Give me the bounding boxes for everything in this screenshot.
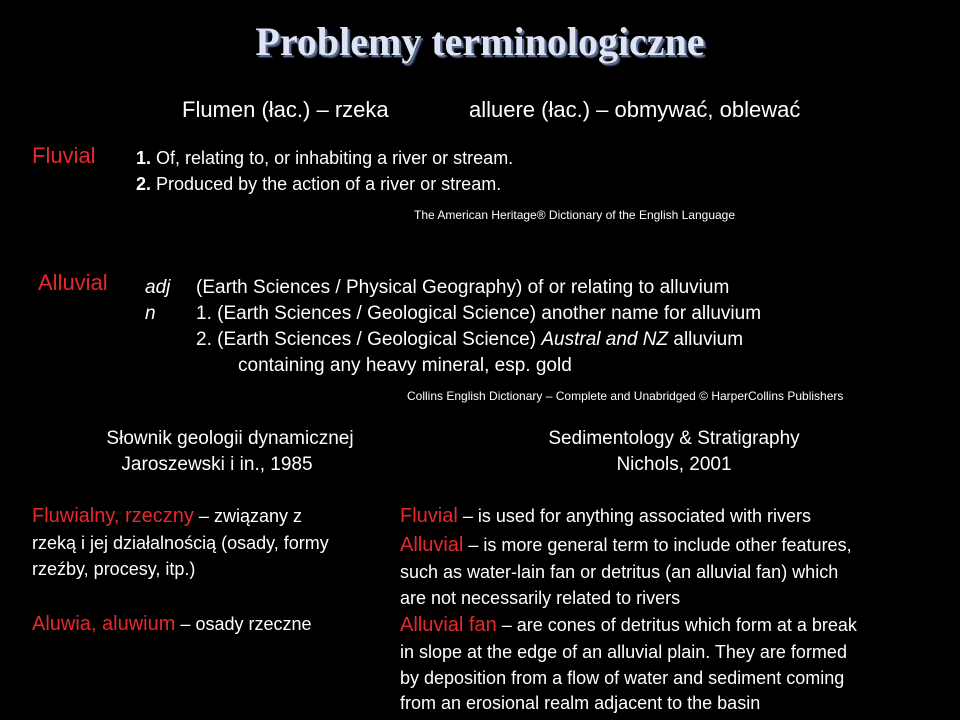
- alluvial-n-def-2-post: alluvium: [673, 329, 744, 350]
- nichols-fan-line: [400, 614, 857, 637]
- fluwialny-def-a: związany z: [213, 506, 302, 526]
- nichols-fluvial-term: Fluvial: [400, 505, 458, 527]
- fluwialny-def-b: rzeką i jej działalnością (osady, formy: [32, 533, 329, 553]
- fluwialny-term: Fluwialny, rzeczny: [32, 505, 194, 527]
- nichols-fan-def-b: in slope at the edge of an alluvial plain. They are formed: [400, 642, 847, 662]
- alluvial-n-def-2-cont: containing any heavy mineral, esp. gold: [238, 355, 572, 376]
- fluwialny-line-1: [32, 505, 302, 528]
- etymology-alluere: alluere (łac.) – obmywać, oblewać: [469, 97, 801, 122]
- fluvial-source: The American Heritage® Dictionary of the English Language: [414, 208, 736, 222]
- nichols-alluvial-term: Alluvial: [400, 534, 464, 556]
- fluvial-def-2-num: 2.: [136, 174, 152, 194]
- nichols-fan-def-a: – are cones of detritus which form at a break: [501, 615, 857, 635]
- alluvial-n-def-2-pre: (Earth Sciences / Geological Science): [217, 329, 537, 350]
- fluvial-term: Fluvial: [32, 143, 96, 168]
- alluvial-adj-def: (Earth Sciences / Physical Geography) of or relating to alluvium: [196, 277, 730, 298]
- nichols-fan-def-c: by deposition from a flow of water and sediment coming: [400, 668, 845, 688]
- fluwialny-def-c: rzeźby, procesy, itp.): [32, 559, 196, 579]
- alluvial-n-label: n: [145, 303, 156, 324]
- aluwia-term: Aluwia, aluwium: [32, 613, 176, 635]
- alluvial-term: Alluvial: [38, 270, 108, 295]
- nichols-alluvial-def-a: – is more general term to include other features,: [468, 535, 852, 555]
- left-ref-line-1: Słownik geologii dynamicznej: [106, 428, 354, 449]
- aluwia-line: [32, 613, 312, 636]
- fluvial-def-1-text: Of, relating to, or inhabiting a river or stream.: [156, 148, 514, 168]
- alluvial-n-def-1: [196, 303, 761, 325]
- alluvial-n-def-2-italic: Austral and NZ: [541, 329, 669, 350]
- alluvial-source: Collins English Dictionary – Complete and Unabridged © HarperCollins Publishers: [407, 389, 844, 403]
- left-ref-line-2: Jaroszewski i in., 1985: [121, 454, 313, 475]
- nichols-alluvial-line: [400, 534, 852, 557]
- alluvial-n-def-1-num: 1.: [196, 303, 212, 324]
- nichols-fluvial-def: – is used for anything associated with rivers: [462, 506, 811, 526]
- nichols-alluvial-def-b: such as water-lain fan or detritus (an alluvial fan) which: [400, 562, 839, 582]
- fluvial-def-1: [136, 148, 513, 169]
- aluwia-def: osady rzeczne: [195, 614, 312, 634]
- aluwia-dash: –: [180, 614, 191, 634]
- nichols-fan-def-d: from an erosional realm adjacent to the basin: [400, 693, 761, 713]
- alluvial-adj-label: adj: [145, 277, 171, 298]
- right-ref-line-2: Nichols, 2001: [616, 454, 732, 475]
- fluwialny-dash: –: [198, 506, 209, 526]
- fluvial-def-2: [136, 174, 501, 195]
- etymology-flumen: Flumen (łac.) – rzeka: [182, 97, 389, 122]
- fluvial-def-2-text: Produced by the action of a river or stream.: [156, 174, 502, 194]
- alluvial-n-def-2-num: 2.: [196, 329, 212, 350]
- page-title: Problemy terminologiczne: [255, 19, 705, 64]
- alluvial-n-def-2: [196, 329, 743, 351]
- nichols-fluvial-line: [400, 505, 811, 528]
- nichols-fan-term: Alluvial fan: [400, 614, 497, 636]
- right-ref-line-1: Sedimentology & Stratigraphy: [548, 428, 800, 449]
- nichols-alluvial-def-c: are not necessarily related to rivers: [400, 588, 681, 608]
- alluvial-n-def-1-text: (Earth Sciences / Geological Science) another name for alluvium: [217, 303, 762, 324]
- fluvial-def-1-num: 1.: [136, 148, 152, 168]
